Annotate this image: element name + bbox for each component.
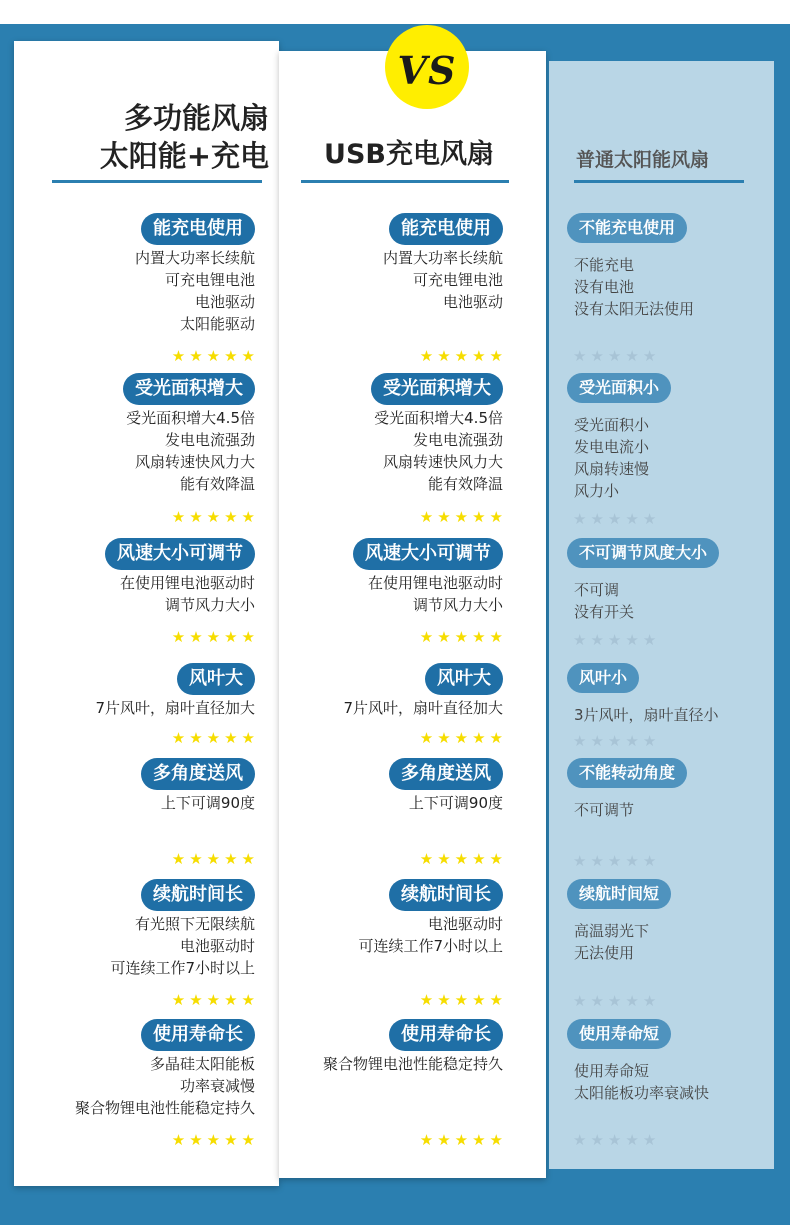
star-icon: ★ [241,1131,259,1149]
feature-description [161,792,255,814]
feature-description-line: 风力小 [574,482,620,500]
feature-description-line: 调节风力大小 [164,596,255,614]
feature-description-line: 内置大功率长续航 [134,249,255,267]
feature-description-line: 不可调 [574,581,620,599]
feature-description [374,407,503,495]
feature-description-line: 上下可调90度 [408,794,503,812]
feature-description-line: 发电电流强劲 [412,431,503,449]
column-title-line: USB充电风扇 [324,139,494,170]
star-icon: ★ [642,992,661,1010]
star-icon: ★ [206,347,225,365]
star-icon: ★ [454,347,473,365]
feature-description-line: 可充电锂电池 [412,271,503,289]
star-icon: ★ [189,347,207,365]
star-icon: ★ [573,631,591,649]
feature-description-line: 电池驱动时 [427,915,503,933]
feature-label-pill: 使用寿命短 [567,1019,671,1049]
star-icon: ★ [472,729,490,747]
feature-label-pill: 续航时间长 [389,879,503,911]
star-icon: ★ [472,347,490,365]
star-icon: ★ [642,852,661,870]
star-icon: ★ [241,850,259,868]
feature-description [75,1053,255,1119]
star-icon: ★ [189,628,207,646]
feature-list [14,41,279,1186]
star-icon: ★ [224,508,242,526]
star-icon: ★ [171,991,190,1009]
star-icon: ★ [437,628,455,646]
feature-description [358,913,503,957]
star-icon: ★ [625,510,643,528]
star-icon: ★ [437,1131,455,1149]
feature-description-line: 在使用锂电池驱动时 [367,574,503,592]
feature-description-line: 风扇转速快风力大 [134,453,255,471]
star-icon: ★ [573,510,591,528]
star-icon: ★ [607,1131,626,1149]
star-icon: ★ [625,992,643,1010]
feature-description [343,697,503,719]
star-icon: ★ [489,991,507,1009]
feature-description-line: 可连续工作7小时以上 [110,959,255,977]
feature-description [409,792,503,814]
star-icon: ★ [206,729,225,747]
feature-description [383,247,503,313]
vs-label: VS [397,47,457,93]
star-icon: ★ [419,1131,438,1149]
star-icon: ★ [642,732,661,750]
feature-description-line: 调节风力大小 [412,596,503,614]
star-icon: ★ [590,631,608,649]
column-solar-rechargeable-fan [14,41,279,1186]
rating-stars [573,347,660,365]
star-icon: ★ [625,1131,643,1149]
rating-stars [172,991,259,1009]
star-icon: ★ [437,347,455,365]
top-band [0,0,790,24]
star-icon: ★ [206,850,225,868]
star-icon: ★ [454,508,473,526]
rating-stars [420,991,507,1009]
feature-description-line: 受光面积小 [574,416,650,434]
feature-description-line: 在使用锂电池驱动时 [119,574,255,592]
star-icon: ★ [419,729,438,747]
star-icon: ★ [625,732,643,750]
star-icon: ★ [171,850,190,868]
rating-stars [573,732,660,750]
rating-stars [420,850,507,868]
star-icon: ★ [590,1131,608,1149]
feature-label-pill: 受光面积增大 [123,373,255,405]
feature-description-line: 电池驱动 [194,293,255,311]
star-icon: ★ [437,508,455,526]
feature-label-pill: 不能充电使用 [567,213,687,243]
star-icon: ★ [472,991,490,1009]
star-icon: ★ [625,631,643,649]
feature-label-pill: 多角度送风 [141,758,255,790]
star-icon: ★ [590,732,608,750]
feature-description-line: 不可调节 [574,801,635,819]
feature-description [126,407,255,495]
star-icon: ★ [607,510,626,528]
star-icon: ★ [590,510,608,528]
star-icon: ★ [189,850,207,868]
feature-label-pill: 受光面积增大 [371,373,503,405]
feature-description-line: 聚合物锂电池性能稳定持久 [322,1055,503,1073]
star-icon: ★ [241,508,259,526]
rating-stars [573,1131,660,1149]
rating-stars [172,729,259,747]
feature-description-line: 3片风叶，扇叶直径小 [574,706,719,724]
feature-description [574,254,694,320]
feature-description-line: 太阳能板功率衰减快 [574,1084,710,1102]
feature-description [574,579,634,623]
feature-description-line: 没有电池 [574,278,635,296]
feature-description-line: 没有太阳无法使用 [574,300,695,318]
rating-stars [420,729,507,747]
rating-stars [172,347,259,365]
feature-description [574,799,634,821]
feature-description-line: 风扇转速慢 [574,460,650,478]
star-icon: ★ [419,991,438,1009]
rating-stars [420,1131,507,1149]
feature-description-line: 电池驱动 [442,293,503,311]
star-icon: ★ [642,631,661,649]
feature-description-line: 功率衰减慢 [179,1077,255,1095]
star-icon: ★ [241,729,259,747]
feature-label-pill: 受光面积小 [567,373,671,403]
rating-stars [420,347,507,365]
star-icon: ★ [607,732,626,750]
star-icon: ★ [437,729,455,747]
star-icon: ★ [573,1131,591,1149]
star-icon: ★ [224,347,242,365]
feature-description-line: 能有效降温 [427,475,503,493]
star-icon: ★ [573,852,591,870]
star-icon: ★ [224,729,242,747]
rating-stars [573,510,660,528]
feature-description-line: 没有开关 [574,603,635,621]
star-icon: ★ [454,991,473,1009]
feature-description-line: 发电电流小 [574,438,650,456]
star-icon: ★ [472,508,490,526]
rating-stars [420,628,507,646]
feature-label-pill: 续航时间长 [141,879,255,911]
feature-label-pill: 风叶小 [567,663,639,693]
feature-label-pill: 续航时间短 [567,879,671,909]
star-icon: ★ [454,1131,473,1149]
star-icon: ★ [419,628,438,646]
star-icon: ★ [573,992,591,1010]
feature-label-pill: 风速大小可调节 [353,538,503,570]
rating-stars [573,992,660,1010]
feature-label-pill: 能充电使用 [141,213,255,245]
star-icon: ★ [454,628,473,646]
star-icon: ★ [573,347,591,365]
feature-description-line: 无法使用 [574,944,635,962]
feature-description [574,704,719,726]
column-title-line: 普通太阳能风扇 [576,149,710,171]
star-icon: ★ [419,850,438,868]
star-icon: ★ [472,850,490,868]
star-icon: ★ [607,992,626,1010]
feature-label-pill: 风速大小可调节 [105,538,255,570]
star-icon: ★ [590,992,608,1010]
star-icon: ★ [642,1131,661,1149]
rating-stars [172,850,259,868]
star-icon: ★ [607,347,626,365]
star-icon: ★ [206,628,225,646]
feature-description [323,1053,503,1075]
feature-description [574,1060,709,1104]
star-icon: ★ [489,729,507,747]
feature-description-line: 受光面积增大4.5倍 [374,409,503,427]
column-ordinary-solar-fan [549,61,774,1169]
feature-description [135,247,255,335]
star-icon: ★ [189,729,207,747]
feature-description-line: 发电电流强劲 [164,431,255,449]
star-icon: ★ [489,347,507,365]
star-icon: ★ [224,1131,242,1149]
star-icon: ★ [489,508,507,526]
feature-description-line: 聚合物锂电池性能稳定持久 [74,1099,255,1117]
star-icon: ★ [454,729,473,747]
feature-label-pill: 不可调节风度大小 [567,538,719,568]
column-title-line: 多功能风扇 [123,101,269,135]
star-icon: ★ [171,508,190,526]
feature-label-pill: 多角度送风 [389,758,503,790]
star-icon: ★ [189,991,207,1009]
star-icon: ★ [189,508,207,526]
feature-description [574,920,649,964]
feature-label-pill: 使用寿命长 [141,1019,255,1051]
star-icon: ★ [171,628,190,646]
feature-description [110,913,255,979]
star-icon: ★ [472,628,490,646]
star-icon: ★ [607,852,626,870]
feature-description-line: 使用寿命短 [574,1062,650,1080]
feature-label-pill: 能充电使用 [389,213,503,245]
feature-description [368,572,503,616]
star-icon: ★ [171,347,190,365]
star-icon: ★ [590,347,608,365]
feature-description-line: 多晶硅太阳能板 [149,1055,255,1073]
feature-description-line: 不能充电 [574,256,635,274]
feature-description-line: 7片风叶，扇叶直径加大 [343,699,503,717]
star-icon: ★ [189,1131,207,1149]
feature-description-line: 可充电锂电池 [164,271,255,289]
rating-stars [172,1131,259,1149]
feature-description [574,414,649,502]
feature-description-line: 7片风叶，扇叶直径加大 [95,699,255,717]
column-title-line: 太阳能+充电 [99,139,269,173]
star-icon: ★ [241,347,259,365]
feature-label-pill: 风叶大 [425,663,503,695]
star-icon: ★ [489,628,507,646]
feature-description-line: 受光面积增大4.5倍 [126,409,255,427]
feature-description-line: 电池驱动时 [179,937,255,955]
feature-list [549,61,774,1169]
feature-description-line: 能有效降温 [179,475,255,493]
star-icon: ★ [642,347,661,365]
star-icon: ★ [625,852,643,870]
rating-stars [420,508,507,526]
star-icon: ★ [241,991,259,1009]
feature-description-line: 高温弱光下 [574,922,650,940]
feature-description-line: 内置大功率长续航 [382,249,503,267]
feature-description-line: 风扇转速快风力大 [382,453,503,471]
star-icon: ★ [419,347,438,365]
star-icon: ★ [224,991,242,1009]
rating-stars [573,631,660,649]
star-icon: ★ [625,347,643,365]
star-icon: ★ [419,508,438,526]
star-icon: ★ [224,628,242,646]
star-icon: ★ [206,1131,225,1149]
feature-list [279,51,546,1178]
column-usb-fan [279,51,546,1178]
star-icon: ★ [206,508,225,526]
star-icon: ★ [171,1131,190,1149]
star-icon: ★ [590,852,608,870]
star-icon: ★ [224,850,242,868]
rating-stars [172,628,259,646]
star-icon: ★ [437,991,455,1009]
star-icon: ★ [472,1131,490,1149]
star-icon: ★ [454,850,473,868]
star-icon: ★ [437,850,455,868]
star-icon: ★ [573,732,591,750]
vs-badge [385,25,469,109]
feature-description [95,697,255,719]
feature-description-line: 可连续工作7小时以上 [358,937,503,955]
rating-stars [172,508,259,526]
feature-label-pill: 风叶大 [177,663,255,695]
rating-stars [573,852,660,870]
star-icon: ★ [241,628,259,646]
feature-description-line: 太阳能驱动 [179,315,255,333]
star-icon: ★ [607,631,626,649]
feature-label-pill: 不能转动角度 [567,758,687,788]
star-icon: ★ [642,510,661,528]
star-icon: ★ [171,729,190,747]
feature-label-pill: 使用寿命长 [389,1019,503,1051]
feature-description-line: 有光照下无限续航 [134,915,255,933]
star-icon: ★ [489,1131,507,1149]
feature-description-line: 上下可调90度 [160,794,255,812]
feature-description [120,572,255,616]
star-icon: ★ [489,850,507,868]
star-icon: ★ [206,991,225,1009]
